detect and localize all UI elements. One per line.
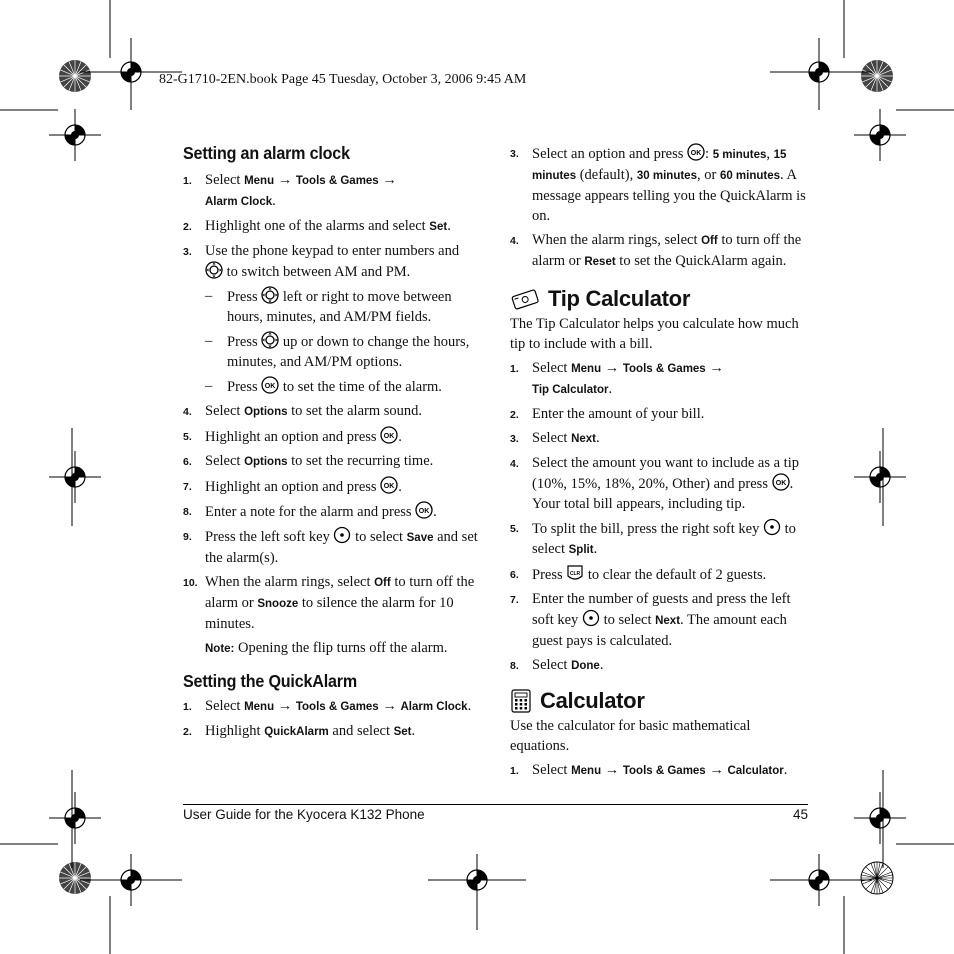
ui-label: 60 minutes bbox=[719, 170, 781, 182]
ui-label: Tools & Games bbox=[295, 701, 379, 713]
step-text: Select bbox=[205, 403, 245, 419]
step-text: to silence the alarm for 10 minutes. bbox=[205, 595, 454, 632]
step-text: Use the phone keypad to enter numbers and bbox=[205, 243, 460, 259]
navigation-key-icon bbox=[261, 286, 279, 304]
list-item bbox=[183, 501, 483, 522]
step-text: . bbox=[433, 504, 437, 520]
step-text: . bbox=[783, 762, 788, 778]
navigation-key-icon bbox=[205, 261, 223, 279]
step-text: to set the time of the alarm. bbox=[279, 379, 442, 395]
step-number: 3. bbox=[510, 433, 519, 445]
step-text: . bbox=[447, 218, 451, 234]
step-number: 4. bbox=[183, 406, 192, 418]
list-item bbox=[183, 170, 483, 212]
ui-label: Menu bbox=[571, 765, 602, 777]
step-text: . bbox=[599, 657, 604, 673]
step-text: , or bbox=[696, 167, 720, 183]
ui-label: Tip Calculator bbox=[532, 384, 609, 396]
navigation-key-icon bbox=[261, 331, 279, 349]
arrow: → bbox=[274, 172, 296, 188]
step-text: Enter the number of guests and press the left soft key bbox=[532, 591, 791, 628]
step-text: . bbox=[398, 479, 402, 495]
step-text: Select bbox=[532, 657, 572, 673]
ok-key-icon bbox=[380, 426, 398, 444]
step-text: to select bbox=[599, 612, 656, 628]
heading-text: Calculator bbox=[540, 688, 645, 713]
tip-intro: The Tip Calculator helps you calculate how much tip to include with a bill. bbox=[510, 316, 799, 352]
step-number: 3. bbox=[183, 246, 192, 258]
list-item bbox=[510, 428, 810, 449]
step-text: to turn off the alarm or bbox=[532, 232, 802, 269]
list-item bbox=[183, 451, 483, 472]
step-number: 5. bbox=[183, 431, 192, 443]
ui-label: 30 minutes bbox=[636, 170, 697, 182]
step-text: , bbox=[766, 146, 774, 162]
step-number: 9. bbox=[183, 531, 192, 543]
arrow: → bbox=[378, 698, 401, 714]
svg-text:OK: OK bbox=[690, 150, 702, 157]
arrow: → bbox=[601, 360, 623, 376]
step-text: Press bbox=[227, 334, 262, 350]
list-item bbox=[183, 401, 483, 422]
page-number: 45 bbox=[792, 807, 808, 822]
svg-text:OK: OK bbox=[418, 508, 430, 515]
dash: – bbox=[205, 288, 213, 304]
ui-label: Menu bbox=[244, 701, 275, 713]
step-text: . bbox=[467, 698, 472, 714]
step-text: Press bbox=[227, 379, 262, 395]
section-heading-tip-calculator bbox=[510, 286, 810, 312]
list-item bbox=[183, 376, 483, 397]
list-item bbox=[510, 564, 810, 585]
calculator-intro: Use the calculator for basic mathematical equations. bbox=[510, 718, 751, 754]
ui-label: Set bbox=[393, 726, 412, 738]
list-item bbox=[510, 358, 810, 400]
list-item bbox=[510, 143, 810, 226]
note-text: Opening the flip turns off the alarm. bbox=[234, 640, 448, 656]
ui-label: Options bbox=[244, 406, 288, 418]
step-text: Select bbox=[205, 172, 245, 188]
list-item bbox=[510, 404, 810, 424]
heading-text: Tip Calculator bbox=[548, 286, 691, 311]
step-text: When the alarm rings, select bbox=[205, 574, 375, 590]
list-item bbox=[183, 241, 483, 282]
ui-label: 5 minutes bbox=[712, 149, 767, 161]
ok-key-icon bbox=[415, 501, 433, 519]
step-text: Highlight bbox=[205, 723, 265, 739]
list-item bbox=[183, 216, 483, 237]
soft-key-icon bbox=[333, 526, 351, 544]
list-item bbox=[510, 589, 810, 651]
ui-label: Split bbox=[568, 544, 594, 556]
ui-label: Reset bbox=[584, 256, 616, 268]
quickalarm-steps bbox=[183, 696, 483, 742]
step-text: . bbox=[272, 193, 276, 209]
step-number: 8. bbox=[183, 506, 192, 518]
step-text: Press bbox=[532, 567, 567, 583]
footer-title: User Guide for the Kyocera K132 Phone bbox=[183, 807, 425, 822]
list-item bbox=[183, 331, 483, 372]
step-number: 1. bbox=[183, 175, 192, 187]
step-text: . bbox=[398, 429, 402, 445]
svg-text:OK: OK bbox=[383, 483, 395, 490]
quickalarm-steps-continued bbox=[510, 143, 810, 272]
dash: – bbox=[205, 378, 213, 394]
step-text: . A message appears telling you the QuickAlarm is on. bbox=[532, 167, 806, 224]
ok-key-icon bbox=[261, 376, 279, 394]
ui-label: QuickAlarm bbox=[264, 726, 329, 738]
ui-label: Options bbox=[244, 456, 288, 468]
svg-text:OK: OK bbox=[775, 480, 786, 487]
step-number: 1. bbox=[510, 363, 519, 375]
book-info-header: 82-G1710-2EN.book Page 45 Tuesday, October 3, 2006 9:45 AM bbox=[159, 72, 527, 87]
list-item bbox=[183, 286, 483, 327]
step-text: to select bbox=[532, 521, 796, 557]
svg-text:CLR: CLR bbox=[570, 571, 581, 577]
ui-label: Save bbox=[406, 532, 434, 544]
ui-label: Alarm Clock bbox=[400, 701, 468, 713]
step-text: . bbox=[596, 430, 600, 446]
arrow: → bbox=[378, 172, 397, 188]
ui-label: Next bbox=[655, 615, 681, 627]
step-number: 1. bbox=[510, 765, 519, 777]
arrow: → bbox=[274, 698, 296, 714]
ui-label: 15 minutes bbox=[532, 149, 787, 182]
arrow: → bbox=[601, 762, 623, 778]
step-text: to set the QuickAlarm again. bbox=[615, 253, 787, 269]
page-footer bbox=[183, 804, 808, 822]
ui-label: Tools & Games bbox=[622, 765, 706, 777]
ui-label: Snooze bbox=[257, 598, 299, 610]
section-heading-calculator bbox=[510, 688, 810, 714]
step-text: Select bbox=[205, 698, 245, 714]
step-text: and select bbox=[328, 723, 394, 739]
step-number: 3. bbox=[510, 148, 519, 160]
list-item bbox=[510, 655, 810, 676]
ui-label: Set bbox=[429, 221, 448, 233]
step-text: Highlight an option and press bbox=[205, 429, 381, 445]
step-text: Press the left soft key bbox=[205, 529, 334, 545]
alarm-steps bbox=[183, 170, 483, 634]
list-item bbox=[510, 230, 810, 272]
step-text: left or right to move between hours, minutes, and AM/PM fields. bbox=[227, 289, 452, 325]
step-number: 4. bbox=[510, 458, 519, 470]
step-text: Press bbox=[227, 289, 262, 305]
note-label: Note: bbox=[205, 643, 235, 655]
step-text: Highlight one of the alarms and select bbox=[205, 218, 430, 234]
ui-label: Off bbox=[701, 235, 718, 247]
step-number: 4. bbox=[510, 235, 519, 247]
arrow: → bbox=[705, 762, 728, 778]
step-number: 2. bbox=[510, 409, 519, 421]
right-column bbox=[510, 143, 810, 781]
step-text: and set the alarm(s). bbox=[205, 529, 478, 566]
left-column bbox=[183, 143, 483, 742]
list-item bbox=[183, 526, 483, 568]
ui-label: Menu bbox=[244, 175, 275, 187]
step-text: to select bbox=[351, 529, 407, 545]
ui-label: Tools & Games bbox=[295, 175, 379, 187]
step-text: Select an option and press bbox=[532, 146, 688, 162]
step-number: 6. bbox=[510, 569, 519, 581]
list-item bbox=[183, 721, 483, 742]
ui-label: Done bbox=[571, 660, 600, 672]
step-text: to turn off the alarm or bbox=[205, 574, 475, 611]
step-text: Enter the amount of your bill. bbox=[532, 406, 705, 422]
ui-label: Calculator bbox=[727, 765, 784, 777]
step-number: 8. bbox=[510, 660, 519, 672]
svg-text:OK: OK bbox=[383, 433, 395, 440]
step-text: to clear the default of 2 guests. bbox=[584, 567, 767, 583]
step-text: Select bbox=[532, 762, 572, 778]
step-number: 7. bbox=[183, 481, 192, 493]
ok-key-icon bbox=[772, 473, 790, 491]
tip-steps bbox=[510, 358, 810, 676]
step-text: . bbox=[608, 381, 613, 397]
step-number: 6. bbox=[183, 456, 192, 468]
step-text: . bbox=[593, 541, 598, 557]
step-number: 1. bbox=[183, 701, 192, 713]
svg-text:OK: OK bbox=[265, 383, 276, 390]
step-text: Select the amount you want to include as a tip (10%, 15%, 18%, 20%, Other) and press bbox=[532, 455, 799, 492]
calculator-icon bbox=[510, 689, 532, 713]
arrow: → bbox=[705, 360, 724, 376]
list-item bbox=[510, 453, 810, 514]
section-heading-alarm-clock: Setting an alarm clock bbox=[183, 143, 350, 163]
calculator-steps bbox=[510, 760, 810, 781]
step-number: 5. bbox=[510, 523, 519, 535]
step-text: to set the recurring time. bbox=[287, 453, 434, 469]
tip-calculator-icon bbox=[510, 288, 540, 310]
step-text: Enter a note for the alarm and press bbox=[205, 504, 416, 520]
ok-key-icon bbox=[380, 476, 398, 494]
step-text: to set the alarm sound. bbox=[287, 403, 423, 419]
clear-key-icon bbox=[566, 564, 584, 582]
step-text: (default), bbox=[576, 167, 637, 183]
list-item bbox=[510, 518, 810, 560]
step-text: When the alarm rings, select bbox=[532, 232, 702, 248]
list-item bbox=[510, 760, 810, 781]
ui-label: Alarm Clock bbox=[205, 196, 273, 208]
step-text: Highlight an option and press bbox=[205, 479, 381, 495]
note bbox=[183, 638, 483, 659]
step-text: : bbox=[705, 146, 713, 162]
step-number: 2. bbox=[183, 221, 192, 233]
ui-label: Next bbox=[571, 433, 596, 445]
list-item bbox=[183, 476, 483, 497]
step-number: 7. bbox=[510, 594, 519, 606]
step-text: to switch between AM and PM. bbox=[223, 264, 411, 280]
step-text: Select bbox=[205, 453, 245, 469]
soft-key-icon bbox=[582, 609, 600, 627]
soft-key-icon bbox=[763, 518, 781, 536]
step-text: To split the bill, press the right soft key bbox=[532, 521, 763, 537]
step-text: . bbox=[411, 723, 416, 739]
ui-label: Menu bbox=[571, 363, 602, 375]
list-item bbox=[183, 572, 483, 634]
step-text: . The amount each guest pays is calculated. bbox=[532, 612, 787, 649]
step-text: Select bbox=[532, 360, 572, 376]
dash: – bbox=[205, 333, 213, 349]
step-text: Select bbox=[532, 430, 572, 446]
list-item bbox=[183, 696, 483, 717]
ok-key-icon bbox=[687, 143, 705, 161]
step-number: 10. bbox=[183, 577, 198, 589]
step-text: up or down to change the hours, minutes, and AM/PM options. bbox=[227, 334, 470, 370]
ui-label: Tools & Games bbox=[622, 363, 706, 375]
step-text: . Your total bill appears, including tip. bbox=[532, 476, 794, 512]
step-number: 2. bbox=[183, 726, 192, 738]
ui-label: Off bbox=[374, 577, 391, 589]
list-item bbox=[183, 426, 483, 447]
section-heading-quickalarm: Setting the QuickAlarm bbox=[183, 671, 357, 691]
